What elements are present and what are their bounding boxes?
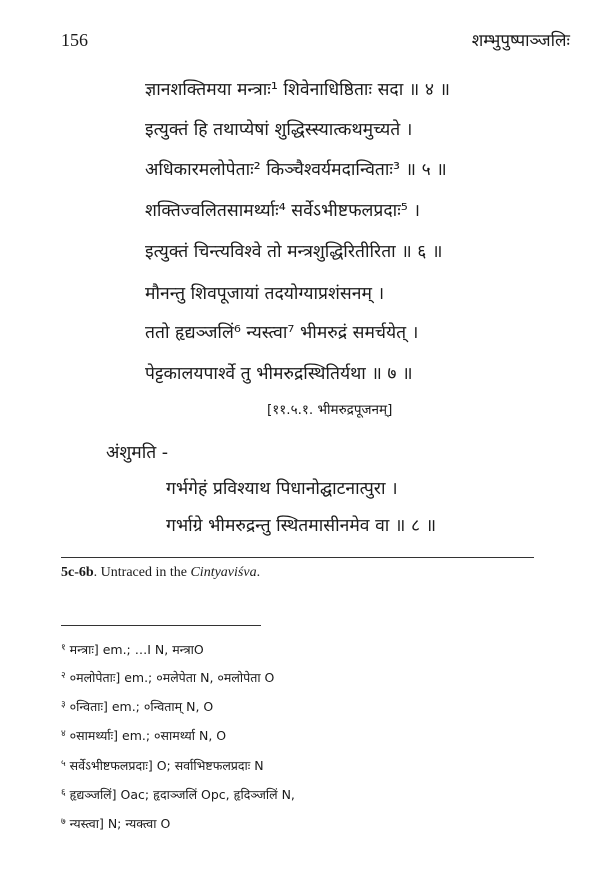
footnote xyxy=(61,756,264,774)
verse-line: शक्तिज्वलितसामर्थ्याः⁴ सर्वेऽभीष्टफलप्रदाः⁵ । xyxy=(145,201,420,221)
verse-line: ज्ञानशक्तिमया मन्त्राः¹ शिवेनाधिष्ठिताः सदा ॥ ४ ॥ xyxy=(145,80,450,100)
verse-line: अधिकारमलोपेताः² किञ्चैश्वर्यमदान्विताः³ ॥ ५ ॥ xyxy=(145,160,447,180)
footnote xyxy=(61,785,295,803)
footnote-text: ०न्विताः] em.; ०न्विताम् N, O xyxy=(69,699,214,714)
section-heading: [११.५.१. भीमरुद्रपूजनम्] xyxy=(267,402,393,418)
verse-line: इत्युक्तं चिन्त्यविश्वे तो मन्त्रशुद्धिरितीरिता ॥ ६ ॥ xyxy=(145,242,443,262)
apparatus-text: . Untraced in the xyxy=(93,565,191,580)
footnote-text: मन्त्राः] em.; …I N, मन्त्राO xyxy=(69,642,204,657)
apparatus-ref: 5c-6b xyxy=(61,565,94,580)
page-number: 156 xyxy=(61,30,88,50)
running-title: शम्भुपुष्पाञ्जलिः xyxy=(471,31,570,51)
verse-line: पेट्टकालयपार्श्वे तु भीमरुद्रस्थितिर्यथा ॥ ७ ॥ xyxy=(145,364,413,384)
footnote-number: ४ xyxy=(61,729,66,739)
footnote xyxy=(61,726,226,744)
apparatus-end: . xyxy=(256,565,261,580)
footnote-number: ३ xyxy=(61,700,66,710)
verse-line: मौनन्तु शिवपूजायां तदयोग्याप्रशंसनम् । xyxy=(145,284,385,304)
footnote xyxy=(61,668,274,686)
verse-line: गर्भाग्रे भीमरुद्रन्तु स्थितमासीनमेव वा ॥ ८ ॥ xyxy=(166,516,437,536)
footnote-number: ५ xyxy=(61,759,66,769)
footnote xyxy=(61,697,213,715)
footnote-number: ६ xyxy=(61,788,66,798)
footnote-number: १ xyxy=(61,643,66,653)
footnote-rule xyxy=(61,625,261,626)
footnote-text: सर्वेऽभीष्टफलप्रदाः] O; सर्वाभिष्टफलप्रदाः N xyxy=(69,758,264,773)
footnote xyxy=(61,640,204,658)
verse-line: इत्युक्तं हि तथाप्येषां शुद्धिस्स्यात्कथमुच्यते । xyxy=(145,120,413,140)
footnote-text: न्यस्त्वा] N; न्यक्त्वा O xyxy=(69,816,171,831)
footnote-text: ०मलोपेताः] em.; ०मलेपेता N, ०मलोपेता O xyxy=(69,670,275,685)
apparatus-work: Cintyaviśva xyxy=(190,565,257,580)
apparatus-note xyxy=(61,565,260,581)
footnote-text: ०सामर्थ्याः] em.; ०सामर्थ्या N, O xyxy=(69,728,227,743)
speaker-label: अंशुमति - xyxy=(106,443,169,463)
footnote-number: २ xyxy=(61,671,66,681)
footnote-text: हृद्यञ्जलिं] Oac; हृदाञ्जलिं Opc, हृदिञ्जलिं N, xyxy=(69,787,295,802)
footnote xyxy=(61,814,170,832)
footnote-number: ७ xyxy=(61,817,66,827)
apparatus-rule xyxy=(61,557,534,558)
verse-line: ततो हृद्यञ्जलिं⁶ न्यस्त्वा⁷ भीमरुद्रं समर्चयेत् । xyxy=(145,323,419,343)
verse-line: गर्भगेहं प्रविश्याथ पिधानोद्घाटनात्पुरा । xyxy=(166,479,398,499)
